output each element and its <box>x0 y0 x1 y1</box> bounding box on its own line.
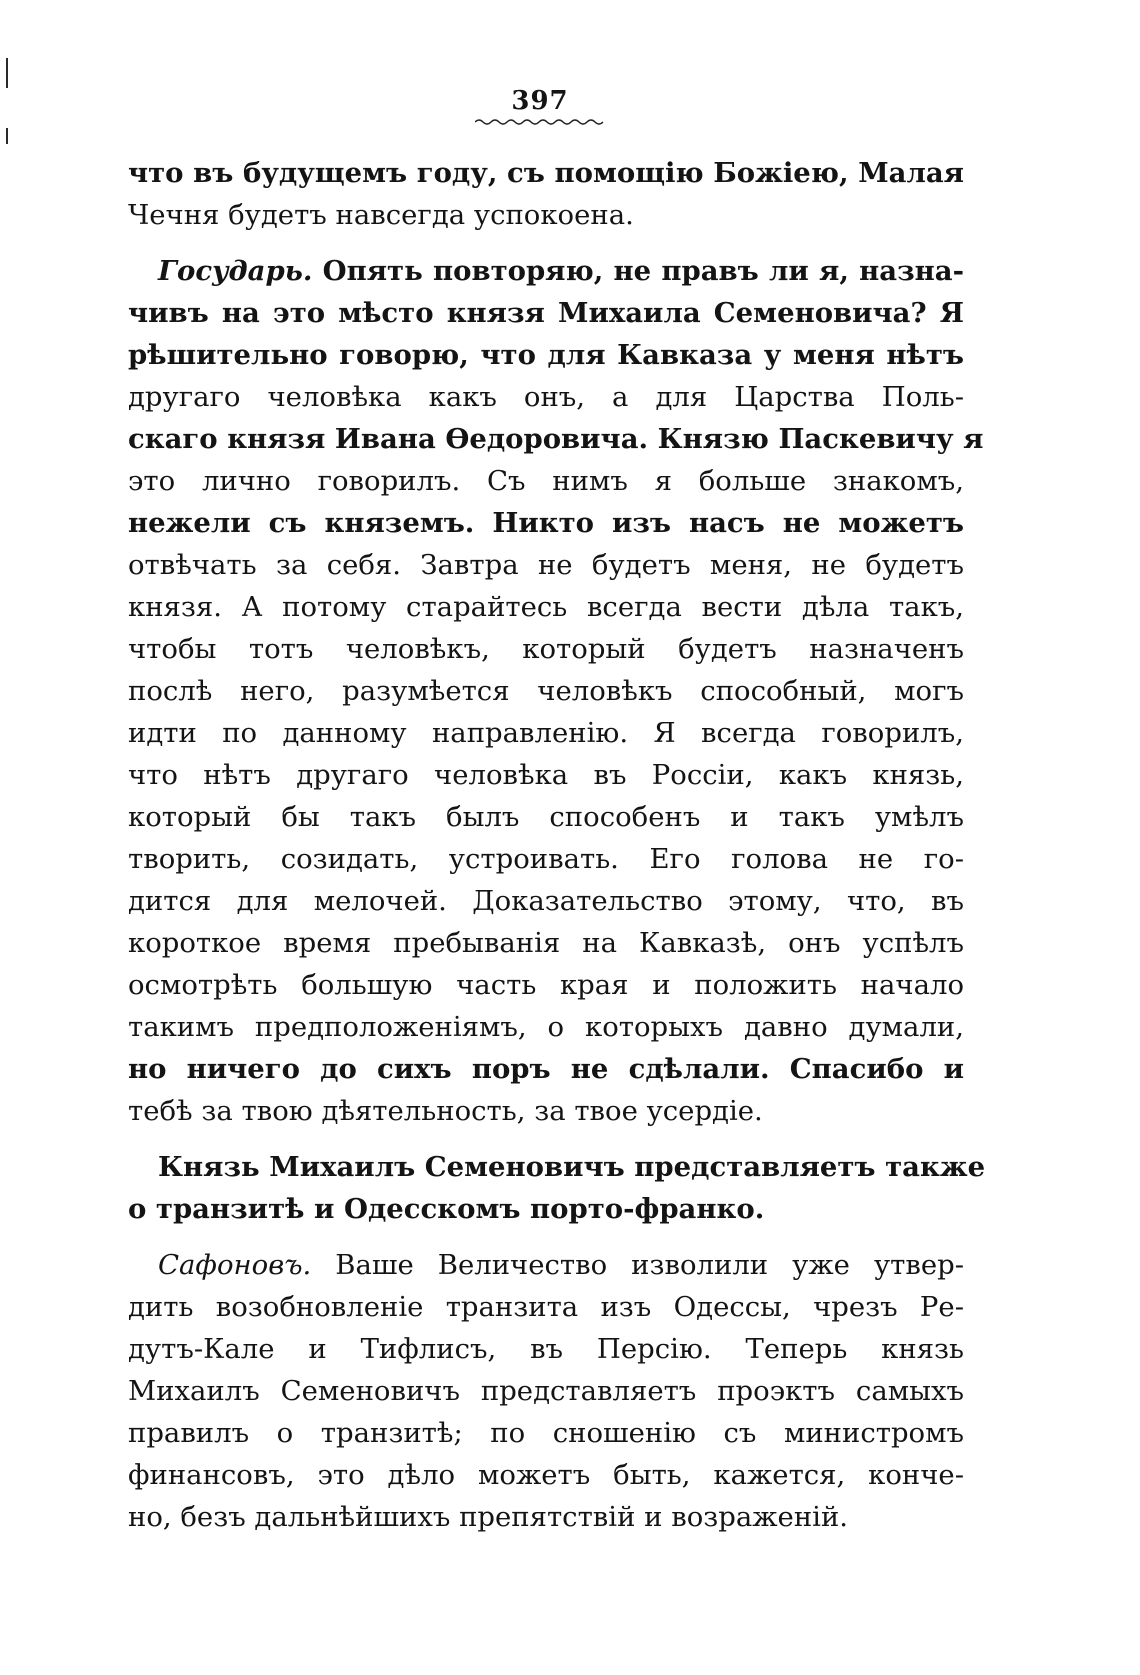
wavy-rule-ornament <box>475 118 605 126</box>
text-line: Князь Михаилъ Семеновичъ представляетъ также <box>158 1151 986 1183</box>
text-line: Михаилъ Семеновичъ представляетъ проэктъ самыхъ <box>128 1375 964 1407</box>
paragraph-gap <box>128 1230 964 1244</box>
page-header <box>460 84 620 126</box>
text-line: финансовъ, это дѣло можетъ быть, кажется, конче- <box>128 1459 964 1491</box>
text-line: осмотрѣть большую часть края и положить начало <box>128 969 964 1001</box>
text-line: рѣшительно говорю, что для Кавказа у меня нѣтъ <box>128 339 964 371</box>
text-line: дутъ-Кале и Тифлисъ, въ Персію. Теперь князь <box>128 1333 964 1365</box>
text-line: но, безъ дальнѣйшихъ препятствій и возраженій. <box>128 1501 849 1533</box>
text-line: Чечня будетъ навсегда успокоена. <box>128 199 634 231</box>
text-line: чтобы тотъ человѣкъ, который будетъ назначенъ <box>128 633 964 665</box>
text-line: тебѣ за твою дѣятельность, за твое усердіе. <box>128 1095 763 1127</box>
text-line: дится для мелочей. Доказательство этому, что, въ <box>128 885 964 917</box>
text-line: короткое время пребыванія на Кавказѣ, онъ успѣлъ <box>128 927 964 959</box>
scan-edge-mark <box>6 58 8 88</box>
line-text: Опять повторяю, не правъ ли я, назна- <box>322 255 964 287</box>
text-line: другаго человѣка какъ онъ, а для Царства Поль- <box>128 381 964 413</box>
page-number: 397 <box>511 86 569 116</box>
text-line: послѣ него, разумѣется человѣкъ способный, могъ <box>128 675 964 707</box>
speaker-name: Сафоновъ. <box>158 1249 312 1281</box>
text-line: чивъ на это мѣсто князя Михаила Семеновича? Я <box>128 297 964 329</box>
scan-edge-mark <box>6 128 8 144</box>
text-line: такимъ предположеніямъ, о которыхъ давно думали, <box>128 1011 964 1043</box>
text-line: князя. А потому старайтесь всегда вести дѣла такъ, <box>128 591 964 623</box>
text-line: дить возобновленіе транзита изъ Одессы, чрезъ Ре- <box>128 1291 964 1323</box>
text-line: о транзитѣ и Одесскомъ порто-франко. <box>128 1193 765 1225</box>
text-line-first <box>128 250 964 292</box>
text-line: творить, созидать, устроивать. Его голова не го- <box>128 843 964 875</box>
paragraph-narrative <box>128 1146 986 1230</box>
text-line: отвѣчать за себя. Завтра не будетъ меня, не будетъ <box>128 549 964 581</box>
paragraph-gap <box>128 236 964 250</box>
text-line: но ничего до сихъ поръ не сдѣлали. Спасибо и <box>128 1053 964 1085</box>
paragraph-continuation <box>128 152 964 236</box>
text-line: что въ будущемъ году, съ помощію Божіею, Малая <box>128 157 964 189</box>
text-line: правилъ о транзитѣ; по сношенію съ министромъ <box>128 1417 964 1449</box>
paragraph-gap <box>128 1132 964 1146</box>
paragraph-safonov-speech <box>128 1244 964 1538</box>
text-line: скаго князя Ивана Ѳедоровича. Князю Паскевичу я <box>128 423 984 455</box>
text-line: нежели съ княземъ. Никто изъ насъ не можетъ <box>128 507 964 539</box>
speaker-name: Государь. <box>158 255 313 287</box>
text-line: это лично говорилъ. Съ нимъ я больше знакомъ, <box>128 465 964 497</box>
line-text: Ваше Величество изволили уже утвер- <box>335 1249 964 1281</box>
body-text <box>128 152 986 1538</box>
text-line: который бы такъ былъ способенъ и такъ умѣлъ <box>128 801 964 833</box>
text-line-first <box>128 1244 964 1286</box>
text-line: что нѣтъ другаго человѣка въ Россіи, какъ князь, <box>128 759 964 791</box>
paragraph-emperor-speech <box>128 250 984 1132</box>
text-line: идти по данному направленію. Я всегда говорилъ, <box>128 717 964 749</box>
